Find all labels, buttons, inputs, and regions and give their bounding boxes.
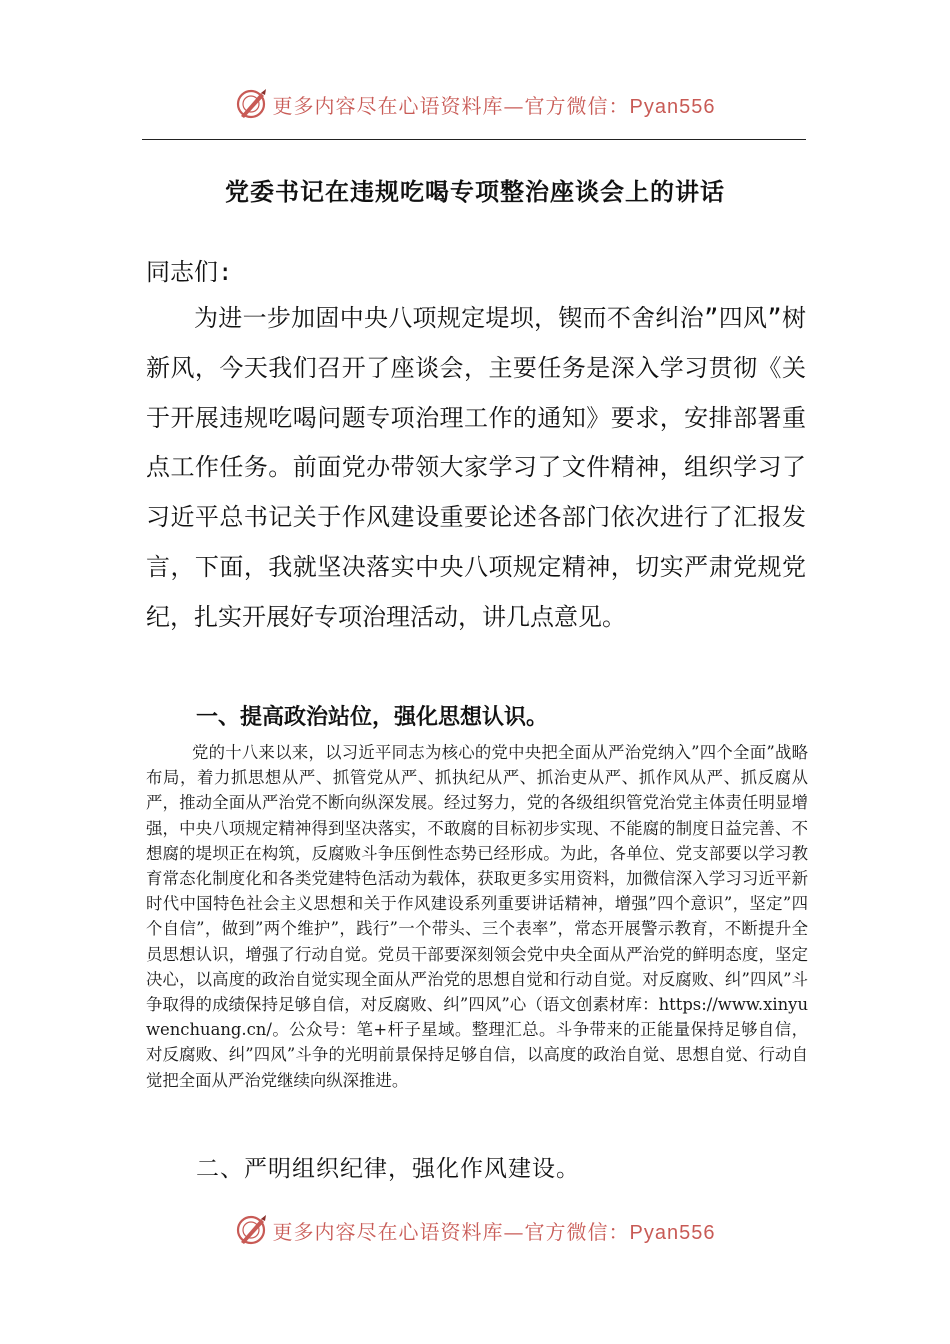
wechat-id: Pyan556 <box>629 95 716 118</box>
header-banner <box>0 82 950 126</box>
banner-text: 更多内容尽在心语资料库—官方微信：Pyan556 <box>272 1219 716 1244</box>
quill-pen-logo-icon <box>235 87 269 121</box>
section-1-paragraph: 党的十八来以来，以习近平同志为核心的党中央把全面从严治党纳入”四个全面”战略布局，着力抓思想从严、抓管党从严、抓执纪从严、抓治吏从严、抓作风从严、抓反腐从严，推动全面从严治党不断向纵深发展。经过努力，党的各级组织管党治党主体责任明显增强，中央八项规定精神得到坚决落实，不敢腐的目标初步实现、不能腐的制度日益完善、不想腐的堤坝正在构筑，反腐败斗争压倒性态势已经形成。为此，各单位、党支部要以学习教育常态化制度化和各类党建特色活动为载体，获取更多实用资料，加微信深入学习习近平新时代中国特色社会主义思想和关于作风建设系列重要讲话精神，增强”四个意识”，坚定”四个自信”，做到”两个维护”，践行”一个带头、三个表率”，常态开展警示教育，不断提升全员思想认识，增强了行动自觉。党员干部要深刻领会党中央全面从严治党的鲜明态度，坚定决心，以高度的政治自觉实现全面从严治党的思想自觉和行动自觉。对反腐败、纠”四风”斗争取得的成绩保持足够自信，对反腐败、纠”四风”心（语文创素材库：https://www.xinyuwenchuang.cn/。公众号：笔+杆子星域。整理汇总。斗争带来的正能量保持足够自信，对反腐败、纠”四风”斗争的光明前景保持足够自信，以高度的政治自觉、思想自觉、行动自觉把全面从严治党继续向纵深推进。 <box>146 743 808 1090</box>
header-divider <box>142 139 806 140</box>
intro-paragraph: 为进一步加固中央八项规定堤坝，锲而不舍纠治”四风”树新风，今天我们召开了座谈会，主要任务是深入学习贯彻《关于开展违规吃喝问题专项治理工作的通知》要求，安排部署重点工作任务。前面党办带领大家学习了文件精神，组织学习了习近平总书记关于作风建设重要论述各部门依次进行了汇报发言，下面，我就坚决落实中央八项规定精神，切实严肃党规党纪，扎实开展好专项治理活动，讲几点意见。 <box>146 304 806 631</box>
document-title: 党委书记在违规吃喝专项整治座谈会上的讲话 <box>225 177 725 206</box>
salutation: 同志们: <box>146 258 233 286</box>
section-heading-2: 二、严明组织纪律，强化作风建设。 <box>196 1156 580 1182</box>
footer-banner <box>0 1208 950 1252</box>
quill-pen-logo-icon <box>235 1213 269 1247</box>
banner-text: 更多内容尽在心语资料库—官方微信：Pyan556 <box>272 93 716 118</box>
section-heading-1: 一、提高政治站位，强化思想认识。 <box>196 705 549 730</box>
wechat-id: Pyan556 <box>629 1221 716 1244</box>
